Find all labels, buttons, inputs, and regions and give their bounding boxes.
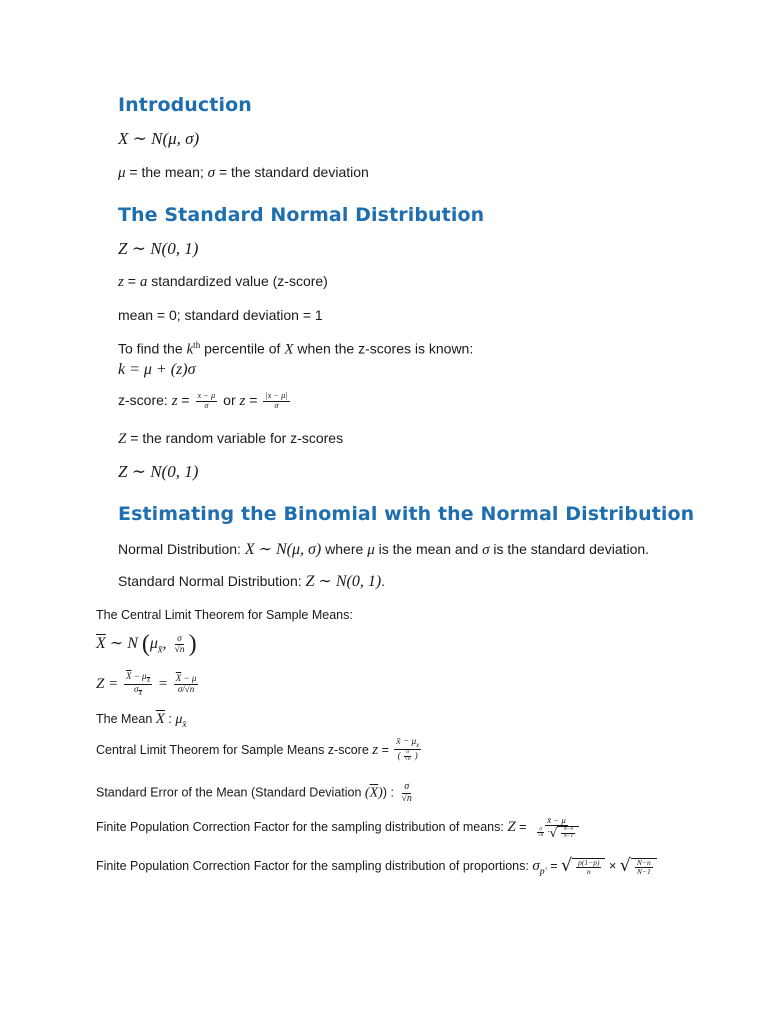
formula-z-sample-means: Z = $\frac{\overline{X} - \mu_{\overline{X}}}{\sigma_{\overline{X}}}$ = $\frac{\overline{X} - \mu}{\sigma/√n}$ xyxy=(96,671,197,697)
text-standard-error: Standard Error of the Mean (Standard Deviation $(\overline{X})$) : $\frac{\sigma}{√n}$ xyxy=(96,781,412,804)
text-or: or xyxy=(223,392,236,409)
text-fpc-means-label: Finite Population Correction Factor for the sampling distribution of means: xyxy=(96,819,504,834)
text-standard-normal-label: Standard Normal Distribution: xyxy=(118,573,302,589)
text-the-mean: the mean; xyxy=(141,164,204,180)
formula-x-normal: X ∼ N(μ, σ) xyxy=(118,129,200,148)
text-to-find: To find the xyxy=(118,340,183,357)
heading-estimating-binomial: Estimating the Binomial with the Normal Distribution xyxy=(118,503,695,525)
text-a: a xyxy=(139,274,148,290)
formula-z-score: z-score: z = $\frac{x - \mu}{\sigma}$ or z = $\frac{|x - \mu|}{\sigma}$ xyxy=(118,391,288,410)
text-when-known: when the z-scores is known: xyxy=(297,340,474,357)
text-z-score-label: z-score: xyxy=(118,392,168,409)
heading-standard-normal: The Standard Normal Distribution xyxy=(118,204,485,226)
text-random-variable: the random variable for z-scores xyxy=(142,430,344,446)
text-fpc-proportions-label: Finite Population Correction Factor for the sampling distribution of proportions: xyxy=(96,859,529,874)
text-standard-error-label: Standard Error of the Mean (Standard Deviation xyxy=(96,785,362,800)
text-standardized-value: standardized value (z-score) xyxy=(151,273,328,289)
formula-z-standard-normal-2: Z ∼ N(0, 1) xyxy=(118,462,199,481)
text-standard-normal-distribution: Standard Normal Distribution: Z ∼ N(0, 1). xyxy=(118,573,386,590)
formula-k-percentile: k = μ + (z)σ xyxy=(118,361,196,378)
text-the-standard-deviation: the standard deviation xyxy=(231,164,369,180)
text-clt-z-score: Central Limit Theorem for Sample Means z-score z = x̄ − $\mu_{x̄}$ ( $\frac{\sigma}{√n}$ ) xyxy=(96,737,419,763)
text-clt-z-score-label: Central Limit Theorem for Sample Means z-score xyxy=(96,742,369,757)
text-the-mean-label: The Mean xyxy=(96,712,153,726)
text-the-mean-xbar: The Mean $\overline{X}$ : $\mu_{x̄}$ xyxy=(96,711,187,729)
text-normal-distribution-label: Normal Distribution: xyxy=(118,541,241,557)
text-is-standard-deviation: is the standard deviation. xyxy=(493,541,650,557)
definition-mu-sigma: μ = the mean; σ = the standard deviation xyxy=(118,164,369,181)
text-mean-sd: mean = 0; standard deviation = 1 xyxy=(118,307,323,323)
text-normal-distribution: Normal Distribution: X ∼ N(μ, σ) where μ is the mean and σ is the standard deviation. xyxy=(118,541,650,558)
text-is-mean-and: is the mean and xyxy=(378,541,479,557)
formula-z-standard-normal: Z ∼ N(0, 1) xyxy=(118,239,199,258)
formula-xbar-distribution: $\overline{X}$ ∼ N ($\mu_{x̄}$, $\frac{\sigma}{√n}$ ) xyxy=(96,631,197,657)
text-fpc-proportions: Finite Population Correction Factor for the sampling distribution of proportions: $\sigma_{p'}$ = √ $\frac{p(1-p)}{n}$ × √ $\frac{N-n}{N-1}$ xyxy=(96,858,657,877)
definition-z-score: z = a standardized value (z-score) xyxy=(118,273,328,290)
text-kth-percentile: To find the $k^{th}$ percentile of X when the z-scores is known: xyxy=(118,340,474,358)
heading-introduction: Introduction xyxy=(118,94,252,116)
text-clt-title: The Central Limit Theorem for Sample Means: xyxy=(96,608,353,622)
text-where: where xyxy=(325,541,364,557)
definition-z-random-variable: Z = the random variable for z-scores xyxy=(118,430,344,447)
text-percentile-of: percentile of xyxy=(204,340,281,357)
text-fpc-means: Finite Population Correction Factor for the sampling distribution of means: Z = x̄ − μ $\frac{\sigma}{√n}$ · √ $\frac{N-n}{N-1}$ xyxy=(96,816,583,839)
